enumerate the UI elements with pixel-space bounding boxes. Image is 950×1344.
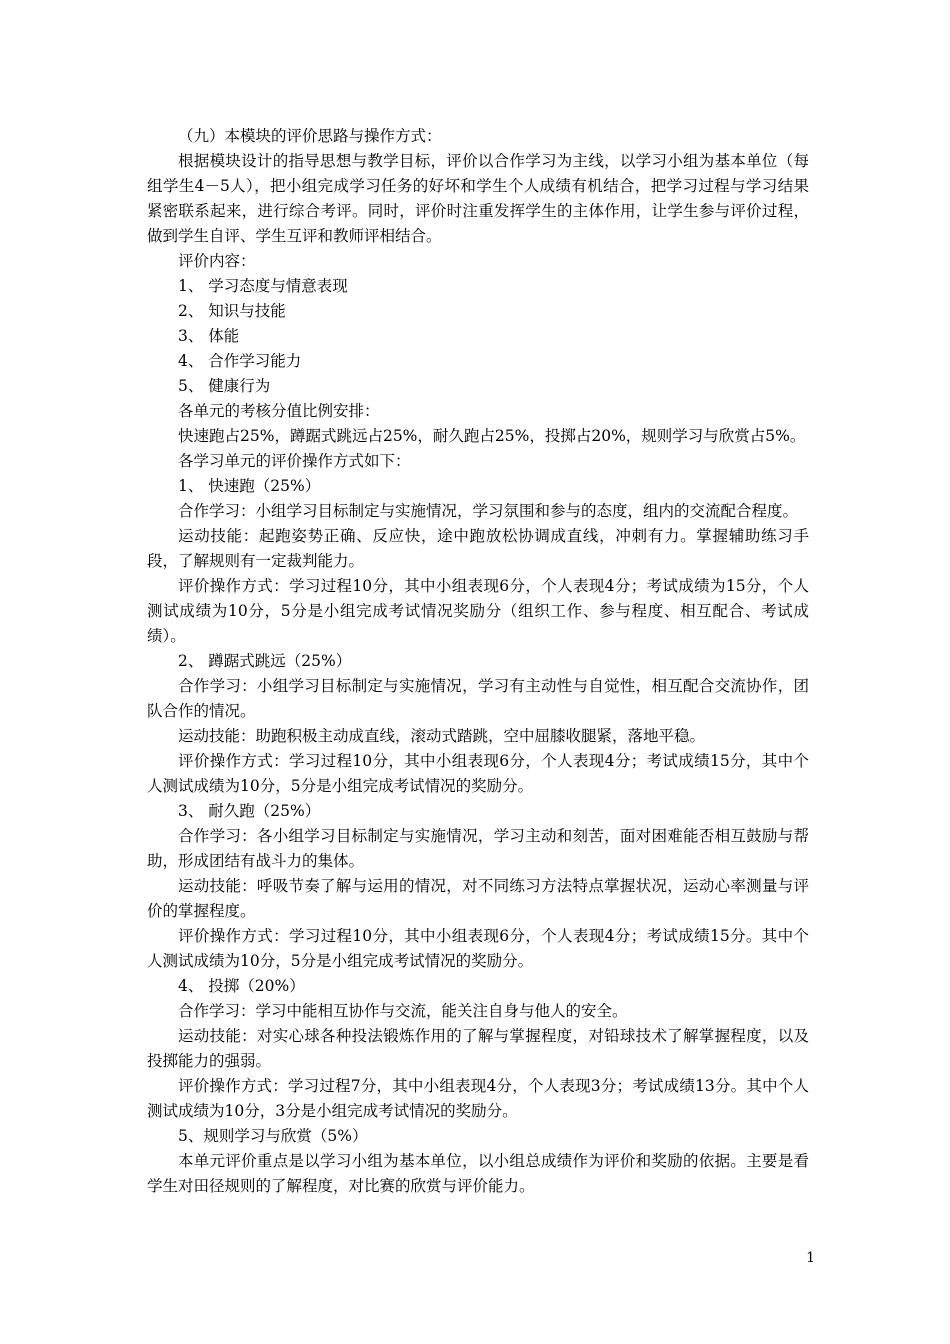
unit-paragraph: 评价操作方式：学习过程7分，其中小组表现4分，个人表现3分；考试成绩13分。其中个人测试成绩为10分，3分是小组完成考试情况的奖励分。 bbox=[147, 1077, 809, 1120]
unit-paragraph: 评价操作方式：学习过程10分，其中小组表现6分，个人表现4分；考试成绩15分。其中个人测试成绩为10分，5分是小组完成考试情况的奖励分。 bbox=[147, 927, 809, 970]
unit-method-heading: 各学习单元的评价操作方式如下： bbox=[178, 452, 411, 470]
unit-heading: 2、 蹲踞式跳远（25%） bbox=[178, 652, 352, 670]
content-item: 3、 体能 bbox=[178, 327, 240, 345]
unit-paragraph: 合作学习：学习中能相互协作与交流，能关注自身与他人的安全。 bbox=[178, 1002, 628, 1020]
unit-paragraph: 合作学习：小组学习目标制定与实施情况，学习有主动性与自觉性，相互配合交流协作，团队合作的情况。 bbox=[147, 677, 809, 720]
evaluation-content-heading: 评价内容： bbox=[178, 252, 256, 270]
content-item: 5、 健康行为 bbox=[178, 377, 271, 395]
unit-paragraph: 运动技能：呼吸节奏了解与运用的情况，对不同练习方法特点掌握状况，运动心率测量与评价的掌握程度。 bbox=[147, 877, 809, 920]
section-heading: （九）本模块的评价思路与操作方式： bbox=[178, 127, 442, 145]
page-number: 1 bbox=[806, 1250, 815, 1266]
unit-paragraph: 评价操作方式：学习过程10分，其中小组表现6分，个人表现4分；考试成绩为15分，个人测试成绩为10分，5分是小组完成考试情况奖励分（组织工作、参与程度、相互配合、考试成绩）。 bbox=[147, 577, 809, 645]
intro-paragraph: 根据模块设计的指导思想与教学目标，评价以合作学习为主线，以学习小组为基本单位（每组学生4－5人），把小组完成学习任务的好坏和学生个人成绩有机结合，把学习过程与学习结果紧密联系起来，进行综合考评。同时，评价时注重发挥学生的主体作用，让学生参与评价过程，做到学生自评、学生互评和教师评相结合。 bbox=[147, 152, 809, 245]
unit-paragraph: 合作学习：小组学习目标制定与实施情况，学习氛围和参与的态度，组内的交流配合程度。 bbox=[178, 502, 799, 520]
unit-heading: 1、 快速跑（25%） bbox=[178, 477, 321, 495]
unit-paragraph: 运动技能：对实心球各种投法锻炼作用的了解与掌握程度，对铅球技术了解掌握程度，以及投掷能力的强弱。 bbox=[147, 1027, 809, 1070]
unit-heading: 5、规则学习与欣赏（5%） bbox=[178, 1127, 368, 1145]
unit-heading: 3、 耐久跑（25%） bbox=[178, 802, 321, 820]
score-ratio-heading: 各单元的考核分值比例安排： bbox=[178, 402, 380, 420]
content-item: 1、 学习态度与情意表现 bbox=[178, 277, 348, 295]
content-item: 2、 知识与技能 bbox=[178, 302, 286, 320]
unit-heading: 4、 投掷（20%） bbox=[178, 977, 305, 995]
unit-paragraph: 运动技能：助跑积极主动成直线，滚动式踏跳，空中屈膝收腿紧，落地平稳。 bbox=[178, 727, 706, 745]
unit-paragraph: 评价操作方式：学习过程10分，其中小组表现6分，个人表现4分；考试成绩15分，其中个人测试成绩为10分，5分是小组完成考试情况的奖励分。 bbox=[147, 752, 809, 795]
content-item: 4、 合作学习能力 bbox=[178, 352, 302, 370]
document-body bbox=[147, 124, 809, 1199]
unit-paragraph: 合作学习：各小组学习目标制定与实施情况，学习主动和刻苦，面对困难能否相互鼓励与帮助，形成团结有战斗力的集体。 bbox=[147, 827, 809, 870]
unit-paragraph: 运动技能：起跑姿势正确、反应快，途中跑放松协调成直线，冲刺有力。掌握辅助练习手段，了解规则有一定裁判能力。 bbox=[147, 527, 809, 570]
score-ratio-paragraph: 快速跑占25%，蹲踞式跳远占25%，耐久跑占25%，投掷占20%，规则学习与欣赏占5%。 bbox=[178, 427, 806, 445]
unit-paragraph: 本单元评价重点是以学习小组为基本单位，以小组总成绩作为评价和奖励的依据。主要是看学生对田径规则的了解程度，对比赛的欣赏与评价能力。 bbox=[147, 1152, 809, 1195]
